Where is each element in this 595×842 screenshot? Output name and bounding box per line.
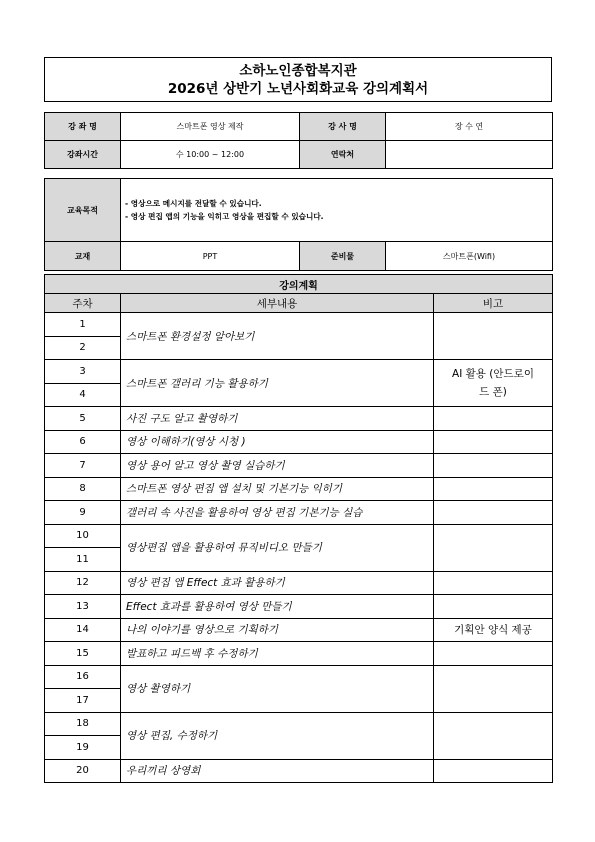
week-note bbox=[434, 642, 553, 666]
week-note bbox=[434, 477, 553, 501]
week-note: 기획안 양식 제공 bbox=[434, 618, 553, 642]
teacher-label: 강 사 명 bbox=[300, 113, 386, 141]
table-row bbox=[45, 665, 553, 689]
course-name-value: 스마트폰 영상 제작 bbox=[121, 113, 300, 141]
table-row bbox=[45, 759, 553, 783]
week-number: 16 bbox=[45, 665, 121, 689]
course-name-label: 강 좌 명 bbox=[45, 113, 121, 141]
week-number: 17 bbox=[45, 689, 121, 713]
week-note bbox=[434, 313, 553, 360]
week-number: 19 bbox=[45, 736, 121, 760]
course-info-table bbox=[44, 112, 553, 169]
table-row bbox=[45, 618, 553, 642]
week-number: 1 bbox=[45, 313, 121, 337]
table-row bbox=[45, 524, 553, 548]
material-value: PPT bbox=[121, 242, 300, 271]
table-row bbox=[45, 454, 553, 478]
goal-line: - 영상으로 메시지를 전달할 수 있습니다. bbox=[125, 199, 262, 208]
table-row bbox=[45, 712, 553, 736]
contact-value bbox=[386, 141, 553, 169]
week-number: 20 bbox=[45, 759, 121, 783]
course-time-label: 강좌시간 bbox=[45, 141, 121, 169]
prep-value: 스마트폰(Wifi) bbox=[386, 242, 553, 271]
week-number: 18 bbox=[45, 712, 121, 736]
week-note bbox=[434, 501, 553, 525]
week-content: 우리끼리 상영회 bbox=[121, 759, 434, 783]
contact-label: 연락처 bbox=[300, 141, 386, 169]
course-goal-table bbox=[44, 178, 553, 271]
col-note-header: 비고 bbox=[434, 294, 553, 313]
table-row bbox=[45, 642, 553, 666]
table-row bbox=[45, 571, 553, 595]
table-row bbox=[45, 430, 553, 454]
week-content: 스마트폰 환경설정 알아보기 bbox=[121, 313, 434, 360]
week-content: Effect 효과를 활용하여 영상 만들기 bbox=[121, 595, 434, 619]
col-week-header: 주차 bbox=[45, 294, 121, 313]
goal-line: - 영상 편집 앱의 기능을 익히고 영상을 편집할 수 있습니다. bbox=[125, 212, 324, 221]
teacher-value: 장 수 연 bbox=[386, 113, 553, 141]
week-number: 3 bbox=[45, 360, 121, 384]
table-row bbox=[45, 360, 553, 384]
plan-title: 강의계획 bbox=[45, 275, 553, 294]
course-time-value: 수 10:00 ~ 12:00 bbox=[121, 141, 300, 169]
week-note bbox=[434, 712, 553, 759]
week-number: 10 bbox=[45, 524, 121, 548]
col-detail-header: 세부내용 bbox=[121, 294, 434, 313]
material-label: 교재 bbox=[45, 242, 121, 271]
table-row bbox=[45, 313, 553, 337]
week-content: 영상 편집 앱 Effect 효과 활용하기 bbox=[121, 571, 434, 595]
week-number: 11 bbox=[45, 548, 121, 572]
week-note bbox=[434, 407, 553, 431]
week-number: 2 bbox=[45, 336, 121, 360]
table-row bbox=[45, 595, 553, 619]
goal-label: 교육목적 bbox=[45, 179, 121, 242]
week-note bbox=[434, 454, 553, 478]
week-content: 스마트폰 영상 편집 앱 설치 및 기본기능 익히기 bbox=[121, 477, 434, 501]
week-content: 영상 촬영하기 bbox=[121, 665, 434, 712]
week-note bbox=[434, 595, 553, 619]
week-note bbox=[434, 430, 553, 454]
table-row bbox=[45, 407, 553, 431]
week-note bbox=[434, 524, 553, 571]
week-note bbox=[434, 665, 553, 712]
week-note: AI 활용 (안드로이드 폰) bbox=[434, 360, 553, 407]
week-note bbox=[434, 759, 553, 783]
week-number: 5 bbox=[45, 407, 121, 431]
week-content: 영상 용어 알고 영상 촬영 실습하기 bbox=[121, 454, 434, 478]
week-number: 12 bbox=[45, 571, 121, 595]
week-number: 9 bbox=[45, 501, 121, 525]
week-content: 영상편집 앱을 활용하여 뮤직비디오 만들기 bbox=[121, 524, 434, 571]
week-content: 영상 편집, 수정하기 bbox=[121, 712, 434, 759]
week-note bbox=[434, 571, 553, 595]
goal-text bbox=[121, 179, 553, 242]
org-name: 소하노인종합복지관 bbox=[239, 63, 357, 79]
week-number: 4 bbox=[45, 383, 121, 407]
week-number: 7 bbox=[45, 454, 121, 478]
week-content: 스마트폰 갤러리 기능 활용하기 bbox=[121, 360, 434, 407]
week-number: 14 bbox=[45, 618, 121, 642]
prep-label: 준비물 bbox=[300, 242, 386, 271]
week-number: 15 bbox=[45, 642, 121, 666]
table-row bbox=[45, 501, 553, 525]
week-content: 사진 구도 알고 촬영하기 bbox=[121, 407, 434, 431]
document-title: 2026년 상반기 노년사회화교육 강의계획서 bbox=[167, 81, 429, 97]
week-content: 영상 이해하기(영상 시청 ) bbox=[121, 430, 434, 454]
week-content: 갤러리 속 사진을 활용하여 영상 편집 기본기능 실습 bbox=[121, 501, 434, 525]
week-number: 13 bbox=[45, 595, 121, 619]
lecture-plan-table bbox=[44, 274, 553, 783]
document-title-box bbox=[44, 57, 552, 102]
week-number: 8 bbox=[45, 477, 121, 501]
week-number: 6 bbox=[45, 430, 121, 454]
week-content: 발표하고 피드백 후 수정하기 bbox=[121, 642, 434, 666]
table-row bbox=[45, 477, 553, 501]
week-content: 나의 이야기를 영상으로 기획하기 bbox=[121, 618, 434, 642]
